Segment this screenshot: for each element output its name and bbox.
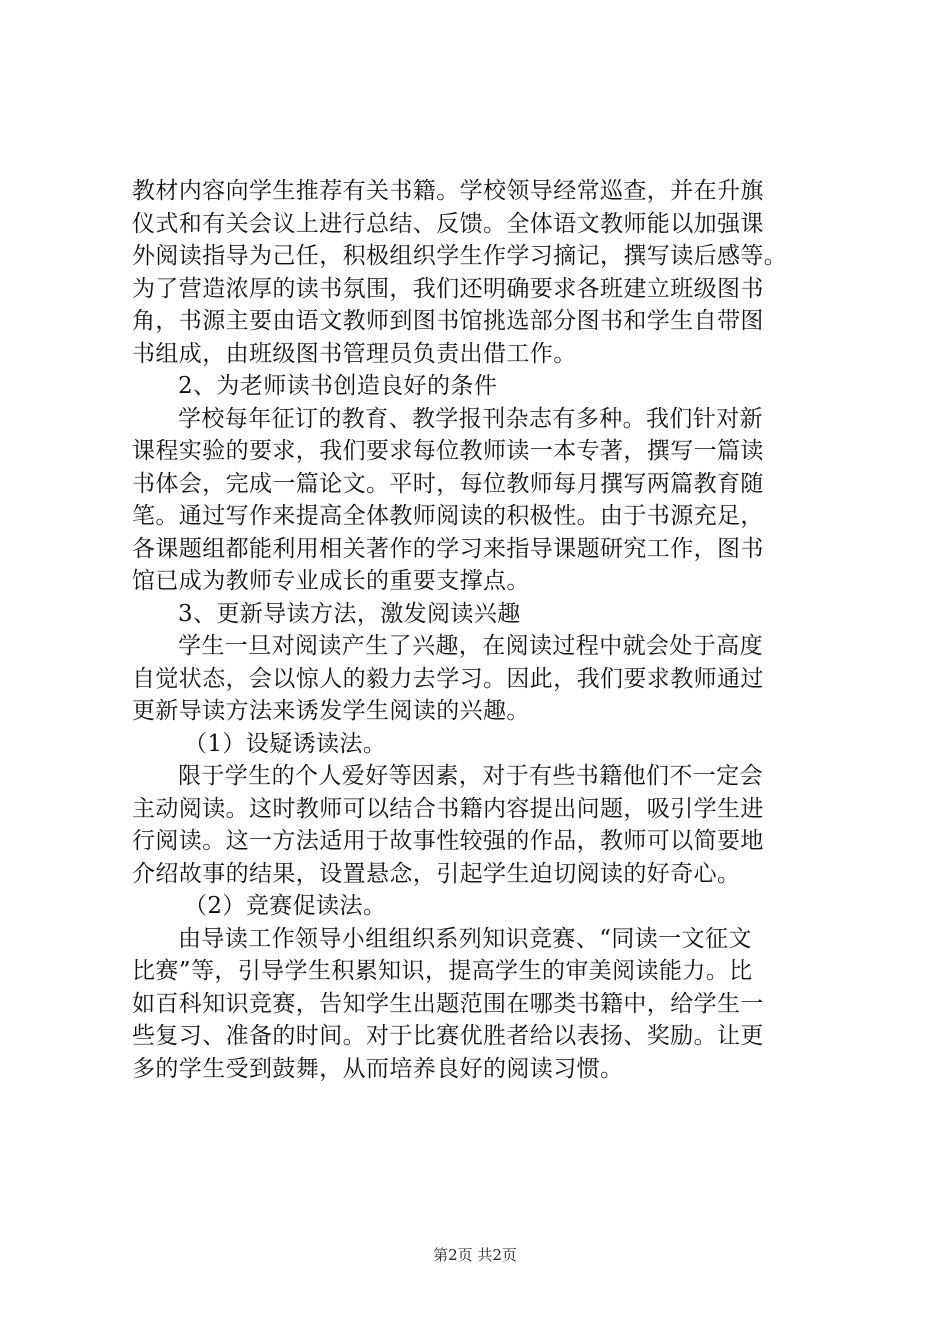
text-line: 角，书源主要由语文教师到图书馆挑选部分图书和学生自带图 [132,308,764,334]
text-line: 学生一旦对阅读产生了兴趣，在阅读过程中就会处于高度 [178,633,763,659]
text-line: 更新导读方法来诱发学生阅读的兴趣。 [132,698,530,724]
text-line: 比赛”等，引导学生积累知识，提高学生的审美阅读能力。比 [132,958,753,984]
text-line: 些复习、准备的时间。对于比赛优胜者给以表扬、奖励。让更 [132,1023,764,1049]
text-line: 教材内容向学生推荐有关书籍。学校领导经常巡查，并在升旗 [132,178,764,204]
text-line: 如百科知识竞赛，告知学生出题范围在哪类书籍中，给学生一 [132,990,764,1017]
text-line: 馆已成为教师专业成长的重要支撑点。 [132,568,530,594]
page-footer [0,1245,950,1265]
text-line: 书组成，由班级图书管理员负责出借工作。 [132,340,577,367]
text-line: 行阅读。这一方法适用于故事性较强的作品，教师可以简要地 [132,828,764,854]
text-line: 仪式和有关会议上进行总结、反馈。全体语文教师能以加强课 [132,210,764,237]
text-line: 外阅读指导为己任，积极组织学生作学习摘记，撰写读后感等。 [132,243,788,269]
text-line: 为了营造浓厚的读书氛围，我们还明确要求各班建立班级图书 [132,275,764,302]
section-heading: 3、更新导读方法，激发阅读兴趣 [178,600,521,627]
section-heading: 2、为老师读书创造良好的条件 [178,373,498,399]
text-line: 由导读工作领导小组组织系列知识竞赛、“同读一文征文 [178,925,752,952]
page-number-label: 第2页 共2页 [433,1246,517,1264]
text-line: 书体会，完成一篇论文。平时，每位教师每月撰写两篇教育随 [132,470,764,497]
document-body [132,175,822,1085]
text-line: 多的学生受到鼓舞，从而培养良好的阅读习惯。 [132,1055,624,1082]
text-line: 课程实验的要求，我们要求每位教师读一本专著，撰写一篇读 [132,438,764,464]
text-line: 限于学生的个人爱好等因素，对于有些书籍他们不一定会 [178,763,763,789]
text-line: 主动阅读。这时教师可以结合书籍内容提出问题，吸引学生进 [132,795,764,822]
text-line: 笔。通过写作来提高全体教师阅读的积极性。由于书源充足， [132,503,764,529]
subsection-heading: （2）竞赛促读法。 [184,893,387,919]
text-line: 学校每年征订的教育、教学报刊杂志有多种。我们针对新 [178,405,763,432]
subsection-heading: （1）设疑诱读法。 [184,730,387,757]
text-line: 各课题组都能利用相关著作的学习来指导课题研究工作，图书 [132,535,764,562]
text-line: 自觉状态，会以惊人的毅力去学习。因此，我们要求教师通过 [132,665,764,692]
text-line: 介绍故事的结果，设置悬念，引起学生迫切阅读的好奇心。 [132,860,741,887]
